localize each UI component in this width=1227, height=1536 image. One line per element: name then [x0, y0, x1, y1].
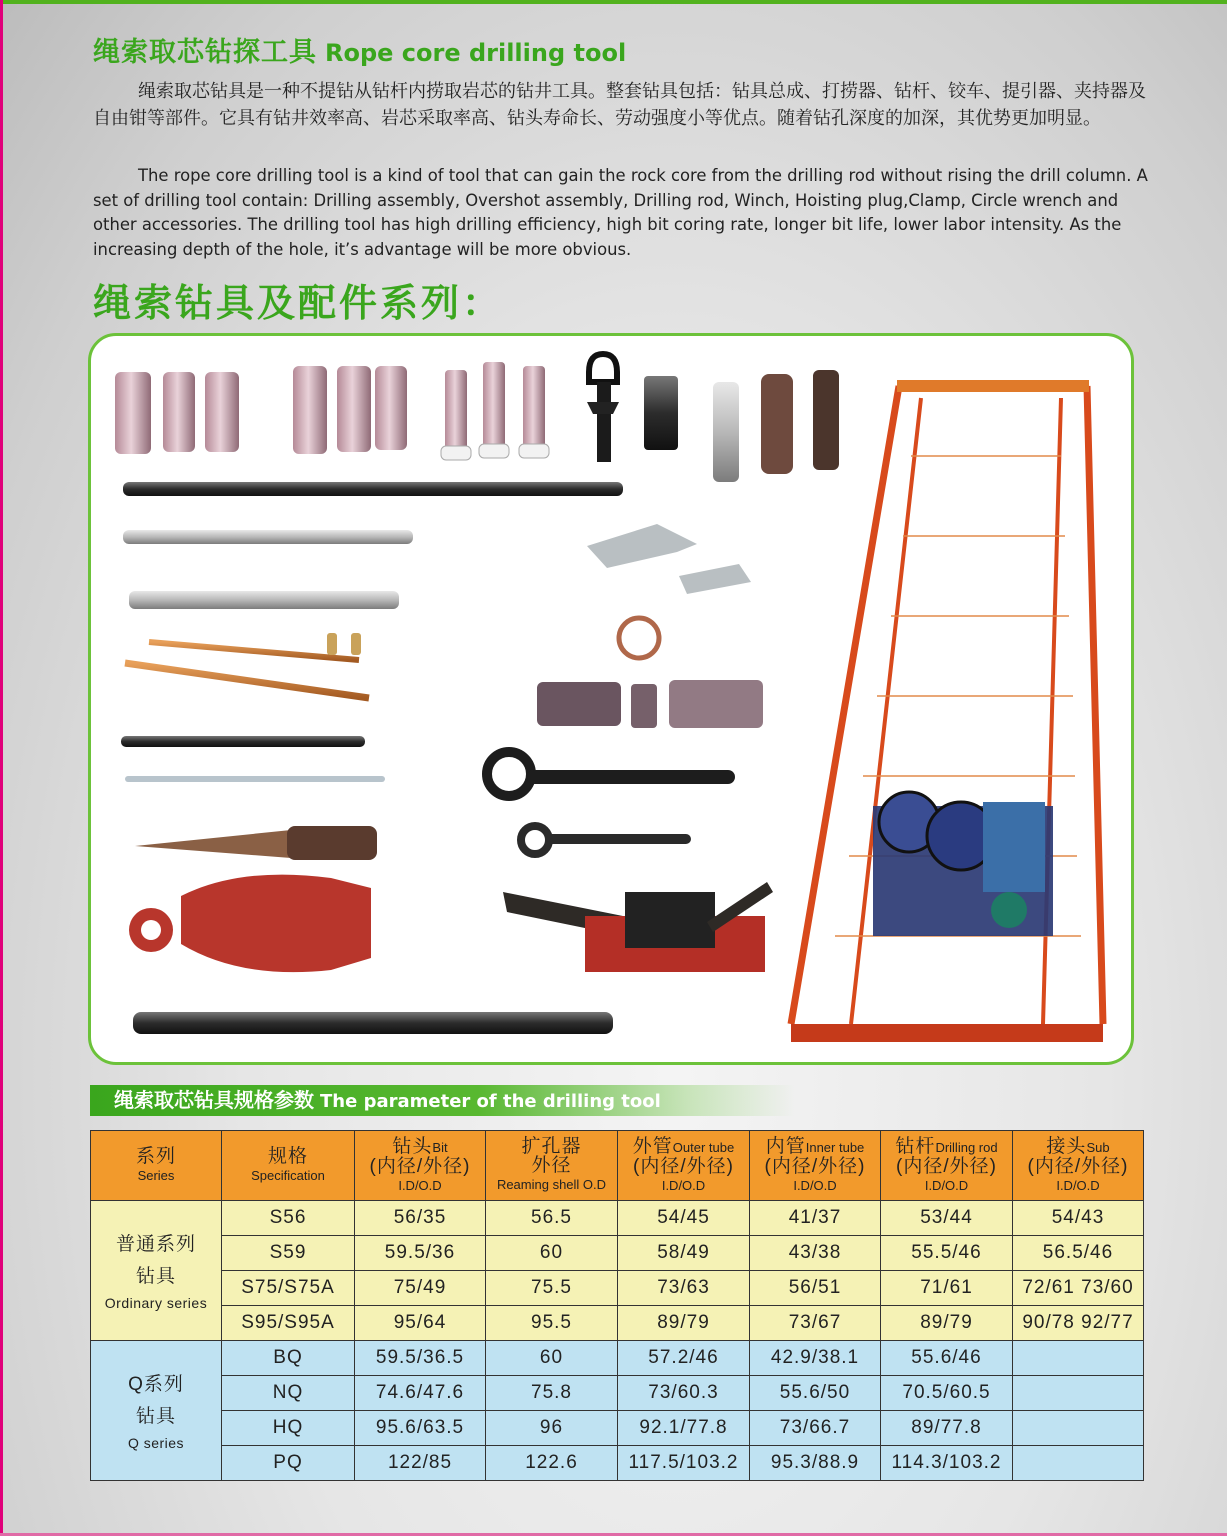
table-cell: 43/38 — [750, 1236, 881, 1271]
table-row — [91, 1271, 1144, 1306]
table-cell — [1013, 1376, 1144, 1411]
core-barrel-assembly — [133, 1012, 613, 1034]
table-cell: 71/61 — [881, 1271, 1013, 1306]
hoisting-swivel — [129, 875, 371, 973]
table-cell — [1013, 1446, 1144, 1481]
rod-joint-1 — [327, 633, 337, 655]
header-sub: 接头Sub (内径/外径) I.D/O.D — [1013, 1131, 1144, 1201]
parameter-banner-en: The parameter of the drilling tool — [320, 1091, 661, 1112]
page-title-cn: 绳索取芯钻探工具 — [93, 37, 317, 68]
table-cell: 56.5/46 — [1013, 1236, 1144, 1271]
table-cell: 92.1/77.8 — [618, 1411, 750, 1446]
reaming-shell-group-2 — [293, 366, 407, 454]
table-cell: 122/85 — [355, 1446, 486, 1481]
table-row — [91, 1411, 1144, 1446]
table-cell: 73/67 — [750, 1306, 881, 1341]
table-cell: 95.6/63.5 — [355, 1411, 486, 1446]
clamp-plates — [587, 524, 751, 594]
parameter-table — [90, 1130, 1144, 1481]
table-cell: 90/78 92/77 — [1013, 1306, 1144, 1341]
table-cell: S59 — [222, 1236, 355, 1271]
table-cell: S75/S75A — [222, 1271, 355, 1306]
table-cell: 95.5 — [486, 1306, 618, 1341]
table-row — [91, 1306, 1144, 1341]
table-row — [91, 1236, 1144, 1271]
top-accent-rule — [0, 0, 1227, 4]
table-cell — [1013, 1341, 1144, 1376]
table-cell: 96 — [486, 1411, 618, 1446]
table-cell: 89/79 — [618, 1306, 750, 1341]
table-cell: 75.5 — [486, 1271, 618, 1306]
tapered-tap — [135, 830, 291, 858]
table-row — [91, 1341, 1144, 1376]
table-cell: 75/49 — [355, 1271, 486, 1306]
page-title-en: Rope core drilling tool — [325, 39, 627, 67]
table-cell: S56 — [222, 1201, 355, 1236]
table-cell: 55.6/50 — [750, 1376, 881, 1411]
hoisting-plug — [587, 354, 678, 462]
header-outer-tube: 外管Outer tube (内径/外径) I.D/O.D — [618, 1131, 750, 1201]
table-header-row — [91, 1131, 1144, 1201]
left-accent-rule — [0, 0, 3, 1536]
table-cell: 54/43 — [1013, 1201, 1144, 1236]
table-cell: 59.5/36.5 — [355, 1341, 486, 1376]
table-cell: 55.5/46 — [881, 1236, 1013, 1271]
header-specification: 规格 Specification — [222, 1131, 355, 1201]
intro-paragraph-en — [93, 164, 1153, 262]
table-cell: 117.5/103.2 — [618, 1446, 750, 1481]
table-cell: 114.3/103.2 — [881, 1446, 1013, 1481]
table-cell: 122.6 — [486, 1446, 618, 1481]
table-cell: 95/64 — [355, 1306, 486, 1341]
table-cell: 89/79 — [881, 1306, 1013, 1341]
thin-pull-rod — [125, 776, 385, 782]
table-cell: 75.8 — [486, 1376, 618, 1411]
page-title — [93, 30, 626, 69]
intro-cn-text: 绳索取芯钻具是一种不提钻从钻杆内捞取岩芯的钻井工具。整套钻具包括：钻具总成、打捞器、钻杆、铰车、提引器、夹持器及自由钳等部件。它具有钻井效率高、岩芯采取率高、钻头寿命长、劳动强度小等优点。随着钻孔深度的加深，其优势更加明显。 — [93, 81, 1146, 129]
intro-en-text: The rope core drilling tool is a kind of tool that can gain the rock core from the drilling rod without rising the drill column. A set of drilling tool contain: Drilling assembly, Overshot assembly, Drilling rod, Winch, Hoisting plug,Clamp, Circle wrench and other accessories. The drilling tool has high drilling efficiency, high bit coring rate, longer bit life, lower labor intensity. As the increasing depth of the hole, it’s advantage will be more obvious. — [93, 166, 1148, 259]
table-cell: 73/63 — [618, 1271, 750, 1306]
table-cell: 56.5 — [486, 1201, 618, 1236]
table-cell: 56/35 — [355, 1201, 486, 1236]
circle-wrench-2 — [521, 826, 691, 854]
table-cell: 56/51 — [750, 1271, 881, 1306]
drill-tower — [791, 380, 1103, 1042]
tap-sleeve — [287, 826, 377, 860]
winch — [873, 792, 1053, 936]
drilling-rod-2 — [125, 663, 369, 698]
table-cell: 57.2/46 — [618, 1341, 750, 1376]
header-inner-tube: 内管Inner tube (内径/外径) I.D/O.D — [750, 1131, 881, 1201]
table-cell: 89/77.8 — [881, 1411, 1013, 1446]
rod-clamp-base — [503, 882, 773, 972]
group-ordinary-series: 普通系列 钻具 Ordinary series — [91, 1201, 222, 1341]
table-cell: 60 — [486, 1236, 618, 1271]
snap-ring — [619, 618, 659, 658]
table-cell: 55.6/46 — [881, 1341, 1013, 1376]
table-cell: 72/61 73/60 — [1013, 1271, 1144, 1306]
product-photo-panel — [88, 333, 1134, 1065]
table-cell — [1013, 1411, 1144, 1446]
table-cell: 58/49 — [618, 1236, 750, 1271]
inner-tube-assembly — [123, 530, 413, 544]
table-cell: 73/66.7 — [750, 1411, 881, 1446]
table-cell: 54/45 — [618, 1201, 750, 1236]
core-lifter-case-set — [537, 680, 763, 728]
series-title: 绳索钻具及配件系列： — [93, 281, 504, 325]
table-cell: 41/37 — [750, 1201, 881, 1236]
parameter-banner — [90, 1085, 795, 1116]
sub-joint-group — [713, 370, 839, 482]
circle-wrench-1 — [487, 752, 735, 796]
table-cell: 95.3/88.9 — [750, 1446, 881, 1481]
product-illustrations — [91, 336, 1131, 1062]
table-row — [91, 1376, 1144, 1411]
table-cell: 70.5/60.5 — [881, 1376, 1013, 1411]
spear-head-rod — [121, 736, 365, 747]
intro-paragraph-cn — [93, 78, 1153, 132]
rod-joint-2 — [351, 633, 361, 655]
table-row — [91, 1446, 1144, 1481]
table-cell: 73/60.3 — [618, 1376, 750, 1411]
drill-bit-group — [441, 362, 549, 460]
parameter-banner-cn: 绳索取芯钻具规格参数 — [114, 1088, 314, 1112]
header-series: 系列 Series — [91, 1131, 222, 1201]
table-cell: 42.9/38.1 — [750, 1341, 881, 1376]
overshot-assembly — [129, 591, 399, 609]
table-cell: 60 — [486, 1341, 618, 1376]
header-reaming-shell: 扩孔器 外径 Reaming shell O.D — [486, 1131, 618, 1201]
table-row — [91, 1201, 1144, 1236]
header-bit: 钻头Bit (内径/外径) I.D/O.D — [355, 1131, 486, 1201]
table-cell: 53/44 — [881, 1201, 1013, 1236]
group-q-series: Q系列 钻具 Q series — [91, 1341, 222, 1481]
reaming-shell-group-1 — [115, 372, 239, 454]
header-drilling-rod: 钻杆Drilling rod (内径/外径) I.D/O.D — [881, 1131, 1013, 1201]
table-cell: S95/S95A — [222, 1306, 355, 1341]
table-cell: BQ — [222, 1341, 355, 1376]
table-cell: 59.5/36 — [355, 1236, 486, 1271]
table-cell: PQ — [222, 1446, 355, 1481]
table-cell: HQ — [222, 1411, 355, 1446]
table-cell: 74.6/47.6 — [355, 1376, 486, 1411]
outer-tube-assembly — [123, 482, 623, 496]
table-cell: NQ — [222, 1376, 355, 1411]
